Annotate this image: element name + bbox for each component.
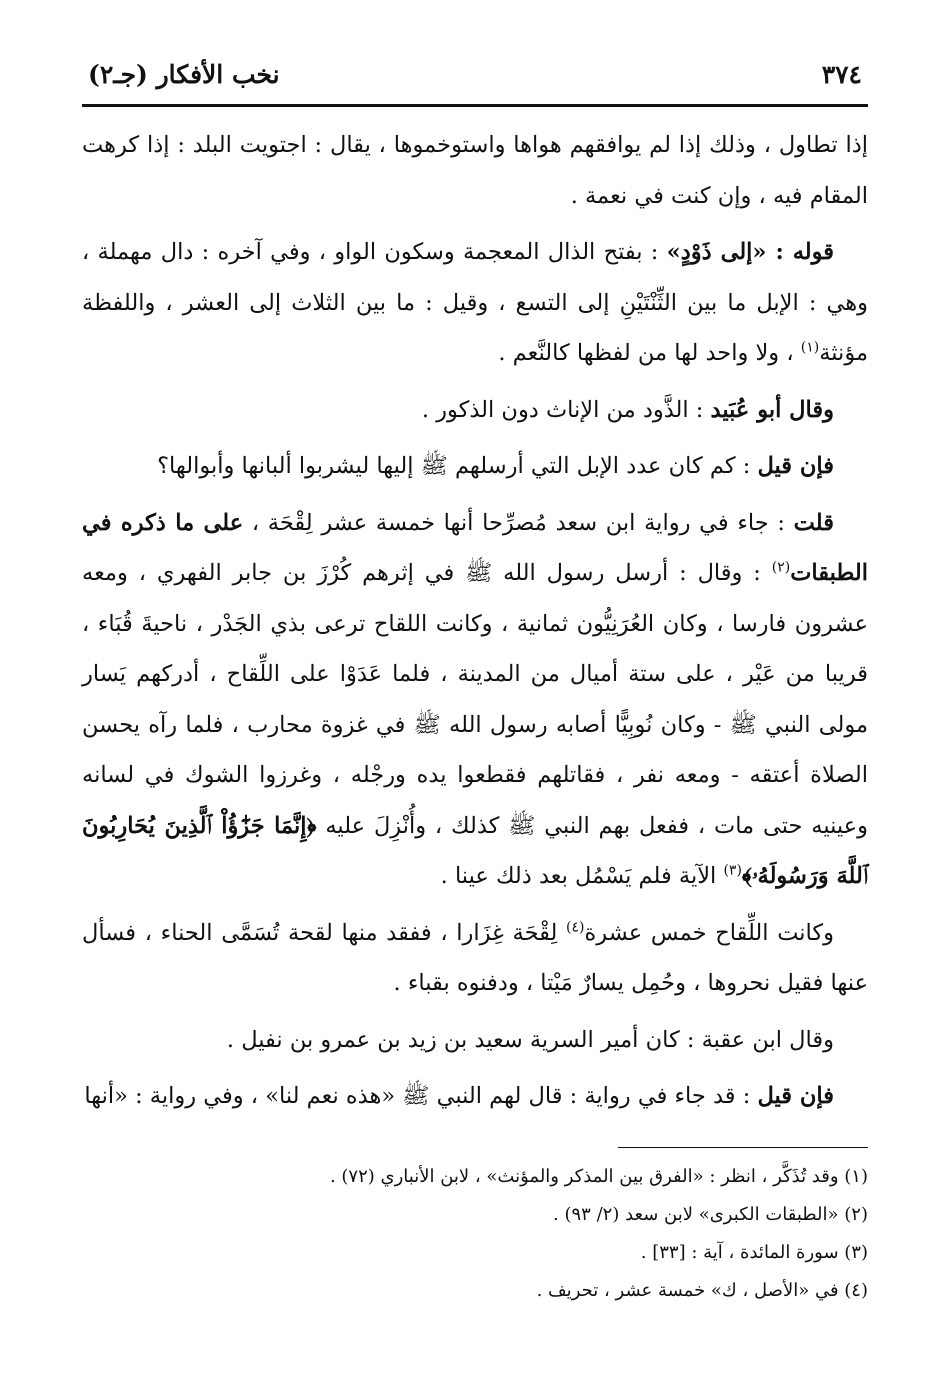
bold-phrase: فإن قيل: [757, 453, 834, 479]
footnote-marker: (٤): [566, 919, 585, 935]
page-number: ٣٧٤: [821, 60, 862, 89]
bold-phrase: فإن قيل: [757, 1083, 834, 1109]
footnote-marker: (١): [800, 339, 820, 356]
footnote-item: (١) وقد تُذَكَّر ، انظر : «الفرق بين المذكر والمؤنث» ، لابن الأنباري (٧٢) .: [329, 1166, 868, 1187]
footnote-item: (٢) «الطبقات الكبرى» لابن سعد (٢/ ٩٣) .: [553, 1204, 868, 1225]
header-divider: [82, 104, 868, 107]
paragraph: [82, 1015, 868, 1066]
main-text: [82, 120, 868, 1128]
footnote-marker: (٢): [771, 559, 791, 576]
text-run: إذا تطاول ، وذلك إذا لم يوافقهم هواها واستوخموها ، يقال : اجتويت البلد : إذا كرهت المقام فيه ، وإن كنت في نعمة .: [82, 132, 868, 209]
text-run: : بفتح الذال المعجمة وسكون الواو ، وفي آخره : دال مهملة ، وهي : الإبل ما بين الثِّنْتَيْنِ إلى التسع ، وقيل : ما بين الثلاث إلى العشر ، واللفظة مؤنثة: [82, 239, 868, 366]
footnote-divider: [618, 1147, 868, 1148]
text-run: : وقال : أرسل رسول الله ﷺ في إثرهم كُرْزَ بن جابر الفهري ، ومعه عشرون فارسا ، وكان العُرَنِيُّون ثمانية ، وكانت اللقاح ترعى بذي الجَدْر ، ناحيةَ قُبَاء ، قريبا من عَيْر ، على ستة أميال من المدينة ، فلما عَدَوْا على اللِّقاح ، أدركهم يَسار مولى النبي ﷺ - وكان نُوبِيًّا أصابه رسول الله ﷺ في غزوة محارب ، فلما رآه يحسن الصلاة أعتقه - ومعه نفر ، فقاتلهم فقطعوا يده ورجْله ، وغرزوا الشوك في لسانه وعينيه حتى مات ، ففعل بهم النبي ﷺ كذلك ، وأُنْزِلَ عليه: [82, 560, 868, 839]
footnote-item: (٤) في «الأصل ، ك» خمسة عشر ، تحريف .: [536, 1280, 868, 1301]
footnotes: [82, 1158, 868, 1310]
footnote-item: (٣) سورة المائدة ، آية : [٣٣] .: [640, 1242, 868, 1263]
bold-phrase: قوله : «إلى ذَوْدٍ»: [666, 239, 834, 265]
text-run: ، ولا واحد لها من لفظها كالنَّعم .: [498, 340, 801, 366]
text-run: وقال ابن عقبة : كان أمير السرية سعيد بن زيد بن عمرو بن نفيل .: [226, 1026, 834, 1053]
bold-phrase: قلت: [793, 509, 834, 536]
bold-phrase: على ما ذكره في الطبقات: [82, 509, 868, 586]
book-title: نخب الأفكار (جـ٢): [88, 60, 280, 89]
bold-phrase: وقال أبو عُبَيد: [710, 396, 834, 423]
text-run: : قد جاء في رواية : قال لهم النبي ﷺ «هذه نعم لنا» ، وفي رواية : «أنها: [84, 1083, 758, 1109]
text-run: الآية فلم يَسْمُل بعد ذلك عينا .: [440, 863, 724, 889]
footnote-marker: (٣): [723, 862, 742, 879]
page-header: [88, 52, 862, 98]
paragraph: [82, 1071, 868, 1122]
bold-phrase: ﴿إِنَّمَا جَزَٰٓؤُاْ ٱلَّذِينَ يُحَارِبُونَ ٱللَّهَ وَرَسُولَهُۥ﴾: [82, 812, 868, 889]
paragraph: [82, 385, 868, 436]
text-run: وكانت اللِّقاح خمس عشرة: [584, 919, 834, 946]
paragraph: [82, 441, 868, 492]
paragraph: [82, 908, 868, 1009]
text-run: : كم كان عدد الإبل التي أرسلهم ﷺ إليها ليشربوا ألبانها وأبوالها؟: [157, 453, 758, 479]
text-run: : الذَّود من الإناث دون الذكور .: [421, 396, 711, 423]
text-run: لِقْحَة غِزَارا ، ففقد منها لقحة تُسَمَّى الحناء ، فسأل عنها فقيل نحروها ، وحُمِل يسارٌ مَيْتا ، ودفنوه بقباء .: [82, 919, 868, 996]
paragraph: [82, 227, 868, 379]
paragraph: [82, 498, 868, 902]
text-run: : جاء في رواية ابن سعد مُصرِّحا أنها خمسة عشر لِقْحَة ،: [243, 509, 794, 536]
paragraph: [82, 120, 868, 221]
